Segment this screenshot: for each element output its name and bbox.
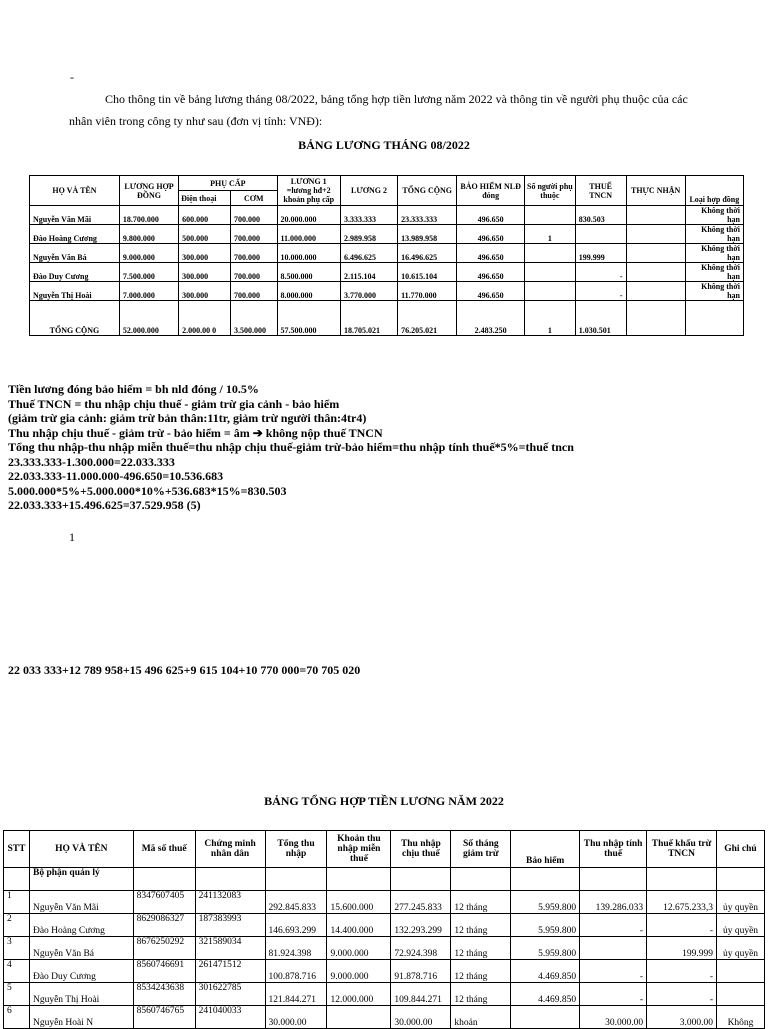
cell-total: 13.989.958 [398,225,457,244]
cell-assessable [580,937,647,960]
cell-insurance [511,1006,580,1029]
col-dependents: Số người phụ thuộc [524,176,575,206]
cell-assessable: - [580,914,647,937]
note-line: 5.000.000*5%+5.000.000*10%+536.683*15%=830.503 [8,483,287,498]
cell-salary1: 20.000.000 [277,206,340,225]
cell-id: 321589034 [195,937,265,960]
col-insurance: BẢO HIỂM NLĐ đóng [457,176,525,206]
cell-contract: 9.800.000 [119,225,178,244]
cell-salary2: 6.496.625 [340,244,397,263]
cell-exempt: 15.600.000 [327,891,391,914]
col-withheld: Thuế khấu trừ TNCN [647,831,717,868]
table-row [4,891,765,914]
cell-insurance: 5.959.800 [511,914,580,937]
cell-phone: 2.000.00 0 [179,301,231,336]
cell-insurance: 5.959.800 [511,891,580,914]
table-row [4,914,765,937]
cell-dependents [524,206,575,225]
col-total: TỔNG CỘNG [398,176,457,206]
cell-tax: 830.503 [575,206,626,225]
cell-name: Nguyễn Văn Bá [29,937,133,960]
cell-phone: 300.000 [179,282,231,301]
cell-meal: 700.000 [230,263,277,282]
cell-name: Đào Hoàng Cương [30,225,120,244]
cell-exempt [327,1006,391,1029]
cell-income: 292.845.833 [265,891,327,914]
cell-months: 12 tháng [451,983,511,1006]
cell-net [626,282,685,301]
cell-empty [4,868,30,891]
cell-salary2: 2.989.958 [340,225,397,244]
cell-net [626,206,685,225]
cell-insurance: 496.650 [457,263,525,282]
notes-block [8,382,574,513]
cell-salary2: 3.333.333 [340,206,397,225]
cell-contract: 7.500.000 [119,263,178,282]
cell-income: 100.878.716 [265,960,327,983]
cell-empty [391,868,451,891]
cell-empty [451,868,511,891]
cell-total: 23.333.333 [398,206,457,225]
intro-paragraph: Cho thông tin về bảng lương tháng 08/2022, bảng tổng hợp tiền lương năm 2022 và thông tin về người phụ thuộc của các nhân viên trong công ty như sau (đơn vị tính: VNĐ): [69,92,688,128]
cell-insurance: 5.959.800 [511,937,580,960]
cell-taxable: 277.245.833 [391,891,451,914]
cell-empty [195,868,265,891]
col-name: HỌ VÀ TÊN [29,831,133,868]
cell-insurance: 4.469.850 [511,983,580,1006]
cell-empty [327,868,391,891]
cell-insurance: 496.650 [457,206,525,225]
section-row [4,868,765,891]
section-label: Bộ phận quản lý [29,868,133,891]
cell-id: 301622785 [195,983,265,1006]
table-row [30,225,744,244]
cell-insurance: 496.650 [457,244,525,263]
cell-note: ủy quyền [717,914,765,937]
cell-tax-code: 8347607405 [133,891,195,914]
cell-contract: 52.000.000 [119,301,178,336]
cell-name: TỔNG CỘNG [30,301,120,336]
cell-tax: - [575,263,626,282]
cell-taxable: 132.293.299 [391,914,451,937]
cell-name: Nguyễn Hoài N [29,1006,133,1029]
cell-stt: 6 [4,1006,30,1029]
cell-type: Không thời hạn [685,225,743,244]
cell-empty [133,868,195,891]
col-tax: THUẾ TNCN [575,176,626,206]
col-id: Chứng minh nhân dân [195,831,265,868]
cell-insurance: 496.650 [457,282,525,301]
col-exempt: Khoản thu nhập miễn thuế [327,831,391,868]
cell-assessable: 139.286.033 [580,891,647,914]
col-tax-code: Mã số thuế [133,831,195,868]
table-row [4,1006,765,1029]
cell-phone: 300.000 [179,263,231,282]
table-row [30,206,744,225]
cell-note: ủy quyền [717,937,765,960]
cell-dependents [524,244,575,263]
cell-empty [580,868,647,891]
cell-salary1: 10.000.000 [277,244,340,263]
cell-tax: 1.030.501 [575,301,626,336]
col-stt: STT [4,831,30,868]
cell-type [685,301,743,336]
sum-formula: 22 033 333+12 789 958+15 496 625+9 615 104+10 770 000=70 705 020 [8,663,361,677]
note-line: Thuế TNCN = thu nhập chịu thuế - giảm trừ gia cảnh - bảo hiểm [8,396,340,411]
cell-id: 187383993 [195,914,265,937]
cell-id: 241040033 [195,1006,265,1029]
cell-assessable: - [580,960,647,983]
cell-salary2: 2.115.104 [340,263,397,282]
cell-taxable: 109.844.271 [391,983,451,1006]
cell-id: 241132083 [195,891,265,914]
cell-meal: 700.000 [230,225,277,244]
cell-total: 10.615.104 [398,263,457,282]
cell-taxable: 91.878.716 [391,960,451,983]
cell-name: Nguyễn Văn Bá [30,244,120,263]
cell-stt: 1 [4,891,30,914]
cell-empty [717,868,765,891]
col-salary2: LƯƠNG 2 [340,176,397,206]
cell-salary2: 18.705.021 [340,301,397,336]
cell-name: Đào Duy Cương [30,263,120,282]
cell-meal: 700.000 [230,206,277,225]
cell-net [626,263,685,282]
note-line: 23.333.333-1.300.000=22.033.333 [8,454,175,469]
col-contract-type: Loại hợp đồng [685,176,743,206]
cell-withheld: - [647,914,717,937]
cell-empty [647,868,717,891]
cell-tax-code: 8676250292 [133,937,195,960]
cell-contract: 7.000.000 [119,282,178,301]
cell-stt: 3 [4,937,30,960]
cell-withheld: 199.999 [647,937,717,960]
cell-income: 146.693.299 [265,914,327,937]
col-assessable: Thu nhập tính thuế [580,831,647,868]
cell-withheld: 12.675.233,3 [647,891,717,914]
cell-salary1: 8.000.000 [277,282,340,301]
cell-empty [511,868,580,891]
cell-meal: 700.000 [230,244,277,263]
col-note: Ghi chú [717,831,765,868]
salary-table-title: BẢNG LƯƠNG THÁNG 08/2022 [298,138,470,152]
table-row [30,263,744,282]
table-row [30,282,744,301]
cell-stt: 4 [4,960,30,983]
cell-salary1: 8.500.000 [277,263,340,282]
cell-stt: 2 [4,914,30,937]
col-months: Số tháng giảm trừ [451,831,511,868]
cell-stt: 5 [4,983,30,1006]
cell-id: 261471512 [195,960,265,983]
annual-table-title: BẢNG TỔNG HỢP TIỀN LƯƠNG NĂM 2022 [264,794,504,808]
col-allowance: PHỤ CẤP [179,176,277,191]
cell-meal: 3.500.000 [230,301,277,336]
cell-exempt: 14.400.000 [327,914,391,937]
table-row [4,960,765,983]
cell-name: Nguyễn Văn Mãi [30,206,120,225]
cell-phone: 500.000 [179,225,231,244]
cell-tax: - [575,282,626,301]
cell-type: Không thời hạn [685,244,743,263]
col-taxable: Thu nhập chịu thuế [391,831,451,868]
cell-insurance: 2.483.250 [457,301,525,336]
cell-tax-code: 8560746691 [133,960,195,983]
cell-exempt: 12.000.000 [327,983,391,1006]
cell-type: Không thời hạn [685,206,743,225]
cell-dependents: 1 [524,301,575,336]
cell-tax [575,225,626,244]
note-line: Tiền lương đóng bảo hiểm = bh nld đóng / 10.5% [8,382,259,396]
note-line: (giảm trừ gia cảnh: giảm trừ bản thân:11tr, giảm trừ người thân:4tr4) [8,411,367,425]
table-row [4,983,765,1006]
cell-total: 76.205.021 [398,301,457,336]
cell-exempt: 9.000.000 [327,960,391,983]
cell-note [717,960,765,983]
cell-tax-code: 8534243638 [133,983,195,1006]
cell-salary2: 3.770.000 [340,282,397,301]
annual-salary-table [3,830,765,1029]
cell-name: Nguyễn Văn Mãi [29,891,133,914]
cell-months: 12 tháng [451,914,511,937]
cell-note [717,983,765,1006]
cell-phone: 300.000 [179,244,231,263]
cell-name: Nguyễn Thị Hoài [29,983,133,1006]
cell-months: 12 tháng [451,891,511,914]
cell-salary1: 57.500.000 [277,301,340,336]
cell-exempt: 9.000.000 [327,937,391,960]
cell-name: Nguyễn Thị Hoài [30,282,120,301]
cell-withheld: 3.000.00 [647,1006,717,1029]
cell-contract: 18.700.000 [119,206,178,225]
col-insurance: Bảo hiểm [511,831,580,868]
cell-assessable: - [580,983,647,1006]
cell-total: 11.770.000 [398,282,457,301]
col-name: HỌ VÀ TÊN [30,176,120,206]
dash-mark: - [70,70,74,84]
col-phone: Điện thoại [179,191,231,206]
cell-tax-code: 8560746765 [133,1006,195,1029]
table-row [30,244,744,263]
cell-phone: 600.000 [179,206,231,225]
cell-dependents [524,263,575,282]
col-net: THỰC NHẬN [626,176,685,206]
cell-dependents: 1 [524,225,575,244]
cell-total: 16.496.625 [398,244,457,263]
col-contract-salary: LƯƠNG HỢP ĐỒNG [119,176,178,206]
cell-net [626,301,685,336]
cell-income: 30.000.00 [265,1006,327,1029]
cell-meal: 700.000 [230,282,277,301]
cell-note: ủy quyền [717,891,765,914]
page-number: 1 [69,530,75,544]
cell-type: Không thời hạn [685,263,743,282]
cell-salary1: 11.000.000 [277,225,340,244]
cell-empty [265,868,327,891]
cell-taxable: 30.000.00 [391,1006,451,1029]
col-income: Tổng thu nhập [265,831,327,868]
cell-insurance: 4.469.850 [511,960,580,983]
cell-income: 81.924.398 [265,937,327,960]
cell-tax: 199.999 [575,244,626,263]
cell-months: 12 tháng [451,960,511,983]
cell-net [626,225,685,244]
cell-income: 121.844.271 [265,983,327,1006]
total-row [30,301,744,336]
note-line: Tổng thu nhập-thu nhập miễn thuế=thu nhập chịu thuế-giảm trừ-bảo hiểm=thu nhập tính thuế*5%=thuế tncn [8,440,574,454]
cell-assessable: 30.000.00 [580,1006,647,1029]
cell-tax-code: 8629086327 [133,914,195,937]
col-meal: CƠM [230,191,277,206]
cell-withheld: - [647,983,717,1006]
cell-taxable: 72.924.398 [391,937,451,960]
cell-name: Đào Hoàng Cương [29,914,133,937]
cell-contract: 9.000.000 [119,244,178,263]
note-line: Thu nhập chịu thuế - giảm trừ - bảo hiểm = âm ➔ không nộp thuế TNCN [8,425,383,440]
note-line: 22.033.333+15.496.625=37.529.958 (5) [8,498,201,512]
cell-type: Không thời hạn [685,282,743,301]
table-row [4,937,765,960]
cell-dependents [524,282,575,301]
cell-withheld: - [647,960,717,983]
cell-insurance: 496.650 [457,225,525,244]
col-salary1: LƯƠNG 1 =lương hđ+2 khoản phụ cấp [277,176,340,206]
cell-months: khoản [451,1006,511,1029]
salary-table [29,175,744,336]
note-line: 22.033.333-11.000.000-496.650=10.536.683 [8,469,224,483]
cell-name: Đào Duy Cương [29,960,133,983]
cell-net [626,244,685,263]
cell-note: Không [717,1006,765,1029]
cell-months: 12 tháng [451,937,511,960]
